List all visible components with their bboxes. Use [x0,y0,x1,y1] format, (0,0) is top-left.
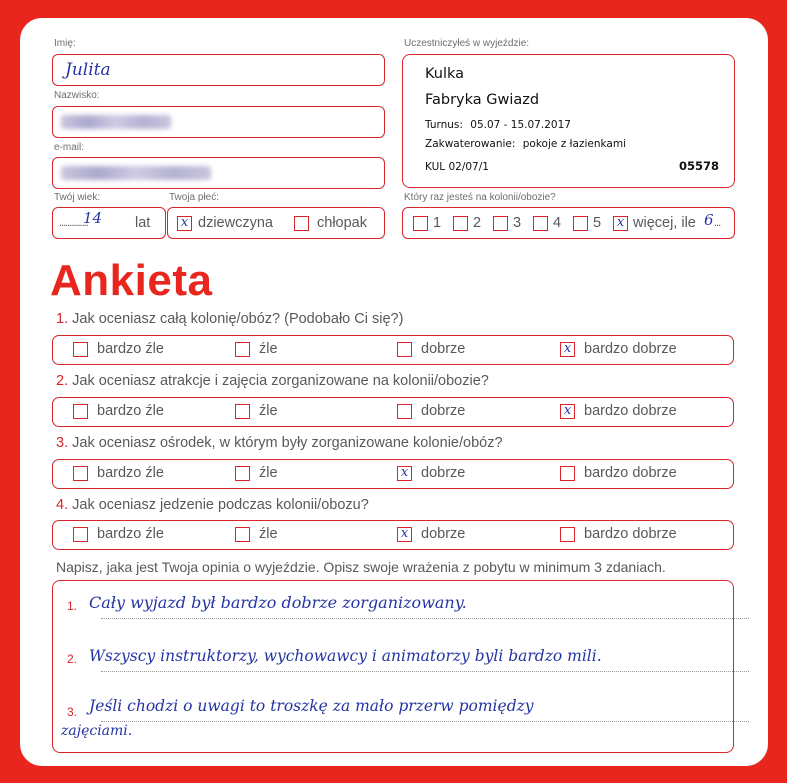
opinion-number-3: 3. [67,705,78,719]
q4-good-mark: x [400,526,409,541]
surname-field[interactable] [52,106,385,138]
question-3-options [52,459,734,489]
q1-option-good-label: dobrze [421,341,466,357]
times-more-dots: ... [714,217,721,229]
times-more-value: 6 [704,211,714,229]
survey-sheet [20,18,768,766]
question-3-text [56,435,503,451]
q3-option-good-label: dobrze [421,465,466,481]
trip-line2: Fabryka Gwiazd [425,92,540,108]
trip-label: Uczestniczyłeś w wyjeździe: [404,38,530,49]
gender-label: Twoja płeć: [169,192,220,203]
q3-good-mark: x [400,465,409,480]
question-2-options [52,397,734,427]
name-value: Julita [65,60,111,80]
question-4-options [52,520,734,550]
trip-number: 05578 [679,159,720,173]
q1-option-bad-label: źle [259,341,278,357]
age-unit: lat [135,215,151,231]
q4-option-very-good-label: bardzo dobrze [584,526,677,542]
times-1-label: 1 [433,215,442,231]
times-3-checkbox[interactable] [493,216,508,231]
name-field[interactable] [52,54,385,86]
q2-option-good-label: dobrze [421,403,466,419]
q2-very-good-mark: x [563,403,572,418]
question-2-label: Jak oceniasz atrakcje i zajęcia zorganizowane na kolonii/obozie? [72,373,489,389]
times-4-label: 4 [553,215,562,231]
opinion-rule-1 [101,618,749,619]
age-value: 14 [83,209,103,227]
q1-very-good-mark: x [563,341,572,356]
gender-male-checkbox[interactable] [294,216,309,231]
q3-option-very-good-label: bardzo dobrze [584,465,677,481]
opinion-box[interactable] [52,580,734,753]
accommodation-label: Zakwaterowanie: [425,138,516,150]
times-more-mark: x [616,215,625,230]
q3-option-bad-label: źle [259,465,278,481]
q1-option-good-checkbox[interactable] [397,342,412,357]
name-label: Imię: [54,38,76,49]
times-5-label: 5 [593,215,602,231]
times-label: Który raz jesteś na kolonii/obozie? [404,192,556,203]
q4-option-very-good-checkbox[interactable] [560,527,575,542]
q2-option-very-good-label: bardzo dobrze [584,403,677,419]
times-4-checkbox[interactable] [533,216,548,231]
turnus-value: 05.07 - 15.07.2017 [470,119,571,131]
times-3-label: 3 [513,215,522,231]
q4-option-bad-checkbox[interactable] [235,527,250,542]
opinion-prompt: Napisz, jaka jest Twoja opinia o wyjeździe. Opisz swoje wrażenia z pobytu w minimum 3 zdaniach. [56,559,666,575]
gender-female-mark: x [180,215,189,230]
times-5-checkbox[interactable] [573,216,588,231]
q2-option-very-good-checkbox[interactable] [560,404,575,419]
question-1-label: Jak oceniasz całą kolonię/obóz? (Podobało Ci się?) [72,311,404,327]
q4-option-good-label: dobrze [421,526,466,542]
q4-option-good-checkbox[interactable] [397,527,412,542]
q1-option-bad-checkbox[interactable] [235,342,250,357]
opinion-rule-2 [101,671,749,672]
question-4-label: Jak oceniasz jedzenie podczas kolonii/obozu? [72,497,369,513]
age-label: Twój wiek: [54,192,101,203]
question-3-number: 3. [56,435,69,451]
opinion-rule-3 [101,721,749,722]
q1-option-very-bad-checkbox[interactable] [73,342,88,357]
opinion-number-1: 1. [67,599,78,613]
question-2-number: 2. [56,373,69,389]
q1-option-very-bad-label: bardzo źle [97,341,164,357]
q3-option-very-good-checkbox[interactable] [560,466,575,481]
question-1-number: 1. [56,311,69,327]
q1-option-very-good-checkbox[interactable] [560,342,575,357]
gender-female-checkbox[interactable] [177,216,192,231]
opinion-number-2: 2. [67,652,78,666]
turnus-label: Turnus: [425,119,463,131]
question-4-number: 4. [56,497,69,513]
q2-option-very-bad-checkbox[interactable] [73,404,88,419]
surname-label: Nazwisko: [54,90,100,101]
q4-option-bad-label: źle [259,526,278,542]
opinion-line-2: Wszyscy instruktorzy, wychowawcy i animatorzy byli bardzo mili. [89,647,602,665]
age-dots: .............. [59,217,88,229]
question-1-text [56,311,403,327]
email-field[interactable] [52,157,385,189]
email-label: e-mail: [54,142,85,153]
question-1-options [52,335,734,365]
q2-option-bad-label: źle [259,403,278,419]
redacted-surname [61,115,171,129]
q3-option-very-bad-checkbox[interactable] [73,466,88,481]
redacted-email [61,166,211,180]
opinion-line-3b: zajęciami. [61,723,133,739]
trip-line1: Kulka [425,66,465,82]
q3-option-bad-checkbox[interactable] [235,466,250,481]
gender-field [167,207,385,239]
times-more-checkbox[interactable] [613,216,628,231]
q4-option-very-bad-checkbox[interactable] [73,527,88,542]
times-2-checkbox[interactable] [453,216,468,231]
trip-code: KUL 02/07/1 [425,161,489,173]
gender-male-label: chłopak [317,215,367,231]
q3-option-very-bad-label: bardzo źle [97,465,164,481]
question-4-text [56,497,369,513]
gender-female-label: dziewczyna [198,215,273,231]
q2-option-bad-checkbox[interactable] [235,404,250,419]
times-field [402,207,735,239]
q3-option-good-checkbox[interactable] [397,466,412,481]
q4-option-very-bad-label: bardzo źle [97,526,164,542]
survey-title: Ankieta [50,256,213,305]
q1-option-very-good-label: bardzo dobrze [584,341,677,357]
age-field[interactable] [52,207,166,239]
opinion-line-3a: Jeśli chodzi o uwagi to troszkę za mało przerw pomiędzy [89,697,534,715]
trip-box [402,54,735,188]
q2-option-very-bad-label: bardzo źle [97,403,164,419]
opinion-line-1: Cały wyjazd był bardzo dobrze zorganizowany. [89,593,467,612]
q2-option-good-checkbox[interactable] [397,404,412,419]
question-3-label: Jak oceniasz ośrodek, w którym były zorganizowane kolonie/obóz? [72,435,503,451]
question-2-text [56,373,489,389]
times-1-checkbox[interactable] [413,216,428,231]
accommodation-value: pokoje z łazienkami [522,138,626,150]
times-more-label: więcej, ile [633,215,696,231]
times-2-label: 2 [473,215,482,231]
